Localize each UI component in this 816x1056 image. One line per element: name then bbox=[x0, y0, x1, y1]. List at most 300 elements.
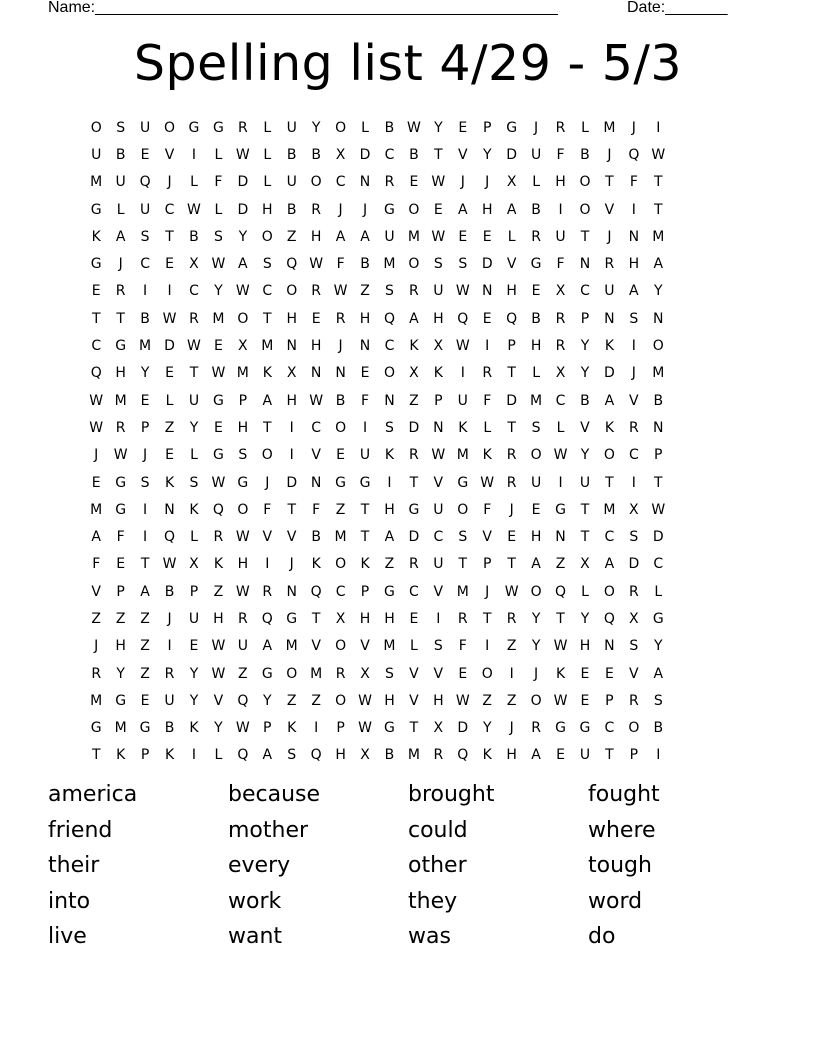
word-bank-item: tough bbox=[588, 853, 652, 878]
word-bank-item: mother bbox=[228, 817, 309, 843]
grid-letter: S bbox=[385, 419, 394, 436]
grid-letter: C bbox=[433, 529, 444, 546]
grid-letter: I bbox=[631, 474, 636, 491]
grid-letter: O bbox=[261, 447, 273, 464]
grid-letter: D bbox=[652, 529, 664, 546]
grid-letter: D bbox=[164, 338, 175, 355]
grid-letter: B bbox=[286, 146, 297, 163]
grid-letter: Q bbox=[457, 747, 469, 764]
grid-letter: P bbox=[336, 720, 345, 737]
grid-letter: I bbox=[167, 638, 172, 655]
grid-letter: F bbox=[458, 638, 467, 655]
grid-letter: O bbox=[481, 665, 493, 682]
grid-letter: Z bbox=[140, 610, 150, 627]
grid-letter: Z bbox=[140, 665, 150, 682]
grid-letter: C bbox=[140, 256, 150, 273]
grid-letter: F bbox=[556, 256, 565, 273]
grid-row bbox=[84, 223, 744, 250]
grid-letter: J bbox=[362, 201, 368, 218]
grid-letter: M bbox=[383, 256, 396, 273]
grid-letter: E bbox=[165, 256, 174, 273]
grid-letter: Q bbox=[506, 310, 518, 327]
grid-letter: A bbox=[531, 747, 541, 764]
grid-letter: R bbox=[628, 583, 639, 600]
grid-letter: I bbox=[558, 474, 563, 491]
grid-letter: J bbox=[509, 501, 514, 518]
grid-letter: A bbox=[384, 529, 395, 546]
grid-letter: W bbox=[309, 392, 324, 409]
grid-letter: O bbox=[530, 583, 542, 600]
grid-letter: L bbox=[532, 365, 540, 382]
grid-letter: I bbox=[656, 747, 661, 764]
grid-letter: L bbox=[190, 529, 198, 546]
grid-letter: U bbox=[164, 692, 175, 709]
grid-letter: V bbox=[433, 474, 444, 491]
grid-letter: T bbox=[165, 228, 174, 245]
grid-letter: K bbox=[360, 556, 370, 573]
grid-letter: N bbox=[555, 529, 566, 546]
grid-letter: R bbox=[237, 119, 248, 136]
grid-letter: Q bbox=[383, 310, 395, 327]
grid-letter: M bbox=[456, 583, 469, 600]
grid-letter: P bbox=[263, 720, 272, 737]
grid-letter: G bbox=[212, 447, 224, 464]
grid-letter: C bbox=[311, 419, 322, 436]
grid-letter: Y bbox=[189, 419, 199, 436]
grid-letter: V bbox=[629, 665, 639, 682]
grid-letter: R bbox=[91, 665, 102, 682]
grid-letter: A bbox=[457, 201, 468, 218]
grid-letter: R bbox=[555, 119, 566, 136]
grid-letter: D bbox=[408, 529, 420, 546]
grid-row bbox=[84, 360, 744, 387]
grid-letter: S bbox=[116, 119, 126, 136]
grid-letter: K bbox=[164, 747, 175, 764]
grid-letter: Q bbox=[628, 146, 640, 163]
grid-letter: V bbox=[286, 529, 297, 546]
header bbox=[48, 0, 748, 18]
grid-letter: M bbox=[456, 447, 469, 464]
grid-letter: K bbox=[164, 474, 175, 491]
grid-letter: Y bbox=[654, 638, 663, 655]
grid-letter: J bbox=[289, 556, 294, 573]
grid-letter: J bbox=[118, 256, 123, 273]
grid-row bbox=[84, 196, 744, 223]
grid-letter: V bbox=[580, 419, 590, 436]
grid-letter: D bbox=[604, 365, 615, 382]
grid-letter: C bbox=[335, 583, 346, 600]
grid-letter: Z bbox=[311, 692, 321, 709]
grid-letter: H bbox=[335, 747, 346, 764]
grid-letter: Y bbox=[214, 720, 223, 737]
grid-letter: X bbox=[629, 501, 639, 518]
word-bank-item: do bbox=[588, 924, 616, 949]
grid-letter: M bbox=[285, 638, 298, 655]
grid-letter: W bbox=[553, 692, 568, 709]
grid-letter: G bbox=[90, 256, 102, 273]
grid-letter: E bbox=[213, 338, 223, 355]
grid-letter: C bbox=[384, 338, 395, 355]
grid-letter: V bbox=[311, 638, 321, 655]
grid-letter: W bbox=[455, 338, 470, 355]
grid-letter: H bbox=[237, 556, 249, 573]
grid-letter: N bbox=[359, 174, 371, 191]
grid-letter: I bbox=[265, 556, 270, 573]
grid-letter: H bbox=[579, 638, 591, 655]
grid-letter: F bbox=[214, 174, 223, 191]
grid-letter: H bbox=[384, 610, 395, 627]
grid-letter: R bbox=[311, 283, 322, 300]
grid-letter: A bbox=[653, 256, 664, 273]
word-bank-item: work bbox=[228, 888, 282, 914]
grid-letter: X bbox=[433, 338, 444, 355]
grid-letter: Z bbox=[115, 610, 126, 627]
grid-letter: P bbox=[116, 583, 125, 600]
grid-letter: E bbox=[91, 474, 101, 491]
grid-letter: S bbox=[262, 256, 272, 273]
grid-letter: C bbox=[604, 720, 615, 737]
grid-letter: I bbox=[460, 365, 465, 382]
grid-letter: I bbox=[143, 501, 148, 518]
grid-letter: E bbox=[458, 119, 468, 136]
grid-letter: M bbox=[530, 392, 543, 409]
grid-letter: V bbox=[433, 665, 444, 682]
grid-letter: Y bbox=[116, 665, 125, 682]
grid-letter: T bbox=[458, 556, 468, 573]
grid-letter: E bbox=[482, 310, 492, 327]
grid-letter: G bbox=[555, 501, 566, 518]
grid-letter: K bbox=[458, 419, 468, 436]
grid-letter: N bbox=[359, 338, 371, 355]
grid-letter: G bbox=[506, 119, 518, 136]
grid-letter: R bbox=[555, 310, 566, 327]
grid-letter: U bbox=[188, 610, 200, 627]
grid-letter: S bbox=[287, 747, 297, 764]
grid-letter: T bbox=[116, 310, 125, 327]
grid-letter: H bbox=[384, 501, 395, 518]
grid-letter: K bbox=[116, 747, 126, 764]
grid-letter: E bbox=[409, 610, 419, 627]
grid-letter: T bbox=[287, 501, 296, 518]
grid-letter: D bbox=[506, 392, 518, 409]
grid-letter: O bbox=[261, 228, 273, 245]
grid-letter: S bbox=[629, 310, 639, 327]
word-bank-item: could bbox=[408, 817, 468, 843]
grid-letter: B bbox=[531, 201, 541, 218]
grid-letter: N bbox=[653, 419, 664, 436]
grid-letter: W bbox=[235, 146, 250, 163]
grid-letter: E bbox=[556, 747, 565, 764]
grid-letter: J bbox=[265, 474, 270, 491]
grid-letter: T bbox=[311, 610, 321, 627]
grid-letter: W bbox=[553, 447, 568, 464]
grid-letter: E bbox=[336, 447, 346, 464]
grid-letter: U bbox=[139, 201, 151, 218]
grid-letter: W bbox=[162, 310, 177, 327]
grid-letter: A bbox=[531, 556, 541, 573]
grid-letter: E bbox=[531, 283, 541, 300]
grid-letter: R bbox=[506, 474, 517, 491]
grid-letter: Z bbox=[335, 501, 346, 518]
grid-letter: U bbox=[433, 501, 444, 518]
grid-letter: E bbox=[580, 692, 590, 709]
grid-letter: B bbox=[335, 392, 346, 409]
grid-letter: M bbox=[310, 665, 323, 682]
grid-letter: M bbox=[236, 365, 249, 382]
grid-letter: I bbox=[656, 119, 661, 136]
grid-letter: W bbox=[651, 501, 666, 518]
grid-letter: T bbox=[409, 720, 419, 737]
grid-row bbox=[84, 633, 744, 660]
grid-letter: L bbox=[190, 447, 198, 464]
grid-letter: S bbox=[458, 529, 468, 546]
name-blank: ____________________________________________________ bbox=[95, 0, 558, 16]
grid-letter: R bbox=[164, 665, 175, 682]
grid-letter: R bbox=[482, 365, 493, 382]
grid-letter: T bbox=[360, 501, 370, 518]
grid-letter: Y bbox=[214, 283, 223, 300]
grid-letter: R bbox=[189, 310, 199, 327]
grid-letter: E bbox=[458, 228, 468, 245]
grid-letter: T bbox=[507, 419, 516, 436]
grid-letter: S bbox=[238, 447, 248, 464]
grid-letter: T bbox=[91, 747, 101, 764]
grid-letter: G bbox=[90, 720, 102, 737]
grid-letter: E bbox=[140, 692, 150, 709]
grid-letter: W bbox=[309, 256, 324, 273]
grid-row bbox=[84, 578, 744, 605]
grid-letter: T bbox=[409, 474, 419, 491]
grid-letter: W bbox=[235, 583, 250, 600]
grid-letter: O bbox=[628, 720, 640, 737]
grid-row bbox=[84, 660, 744, 687]
grid-letter: G bbox=[457, 474, 469, 491]
grid-letter: E bbox=[140, 146, 150, 163]
grid-letter: T bbox=[360, 529, 370, 546]
grid-row bbox=[84, 387, 744, 414]
grid-letter: V bbox=[457, 146, 468, 163]
grid-letter: R bbox=[433, 747, 444, 764]
grid-letter: W bbox=[235, 283, 250, 300]
grid-letter: M bbox=[652, 365, 665, 382]
grid-letter: W bbox=[333, 283, 348, 300]
grid-letter: E bbox=[213, 419, 223, 436]
grid-letter: H bbox=[506, 283, 517, 300]
grid-letter: J bbox=[143, 447, 148, 464]
grid-letter: S bbox=[189, 474, 199, 491]
grid-letter: R bbox=[335, 310, 346, 327]
grid-letter: V bbox=[433, 583, 444, 600]
grid-letter: K bbox=[409, 338, 419, 355]
grid-letter: X bbox=[360, 747, 370, 764]
grid-letter: P bbox=[189, 583, 199, 600]
grid-letter: Q bbox=[310, 747, 322, 764]
grid-letter: M bbox=[139, 338, 152, 355]
grid-letter: K bbox=[91, 228, 101, 245]
grid-letter: Z bbox=[482, 692, 493, 709]
grid-letter: B bbox=[580, 146, 590, 163]
grid-letter: R bbox=[213, 529, 224, 546]
grid-letter: L bbox=[410, 638, 418, 655]
grid-letter: X bbox=[189, 556, 199, 573]
word-bank-item: brought bbox=[408, 782, 495, 807]
grid-letter: F bbox=[92, 556, 101, 573]
grid-letter: L bbox=[654, 583, 663, 600]
grid-letter: E bbox=[482, 228, 492, 245]
grid-letter: M bbox=[90, 692, 103, 709]
grid-row bbox=[84, 551, 744, 578]
grid-letter: R bbox=[409, 447, 419, 464]
grid-letter: M bbox=[114, 720, 127, 737]
grid-letter: A bbox=[115, 228, 126, 245]
grid-letter: V bbox=[604, 201, 615, 218]
grid-letter: C bbox=[91, 338, 102, 355]
grid-letter: O bbox=[383, 365, 395, 382]
grid-letter: N bbox=[604, 310, 615, 327]
grid-letter: R bbox=[555, 338, 566, 355]
grid-letter: S bbox=[140, 228, 150, 245]
grid-letter: H bbox=[433, 310, 444, 327]
grid-letter: Z bbox=[555, 556, 566, 573]
grid-letter: F bbox=[483, 392, 492, 409]
grid-letter: B bbox=[531, 310, 541, 327]
grid-letter: L bbox=[483, 419, 492, 436]
grid-letter: T bbox=[605, 747, 614, 764]
grid-row bbox=[84, 605, 744, 632]
grid-letter: R bbox=[115, 283, 126, 300]
grid-letter: F bbox=[556, 146, 565, 163]
grid-letter: O bbox=[603, 447, 615, 464]
word-bank-item: word bbox=[588, 888, 643, 914]
grid-letter: B bbox=[384, 747, 395, 764]
grid-letter: O bbox=[408, 256, 420, 273]
grid-letter: G bbox=[384, 720, 395, 737]
grid-letter: G bbox=[408, 501, 420, 518]
grid-letter: I bbox=[143, 529, 148, 546]
grid-letter: R bbox=[628, 419, 639, 436]
grid-letter: L bbox=[165, 392, 174, 409]
grid-letter: S bbox=[433, 638, 443, 655]
grid-letter: T bbox=[580, 501, 590, 518]
grid-letter: H bbox=[115, 638, 126, 655]
grid-letter: H bbox=[286, 310, 297, 327]
grid-letter: B bbox=[653, 720, 664, 737]
grid-letter: A bbox=[262, 747, 273, 764]
grid-letter: G bbox=[335, 474, 347, 491]
grid-row bbox=[84, 523, 744, 550]
grid-letter: Z bbox=[164, 419, 175, 436]
grid-letter: G bbox=[90, 201, 102, 218]
grid-row bbox=[84, 414, 744, 441]
grid-letter: V bbox=[409, 665, 419, 682]
grid-letter: Q bbox=[286, 256, 298, 273]
grid-letter: T bbox=[605, 174, 614, 191]
grid-letter: Y bbox=[580, 610, 590, 627]
grid-letter: H bbox=[555, 174, 566, 191]
grid-letter: B bbox=[286, 201, 297, 218]
grid-letter: Q bbox=[555, 583, 567, 600]
grid-letter: F bbox=[361, 392, 370, 409]
grid-letter: I bbox=[191, 146, 197, 163]
grid-letter: O bbox=[335, 692, 347, 709]
grid-letter: P bbox=[482, 119, 492, 136]
grid-letter: Q bbox=[164, 529, 176, 546]
grid-row bbox=[84, 496, 744, 523]
grid-letter: I bbox=[289, 419, 294, 436]
grid-letter: E bbox=[507, 529, 517, 546]
grid-letter: G bbox=[139, 720, 151, 737]
grid-letter: H bbox=[286, 392, 297, 409]
grid-letter: G bbox=[286, 610, 298, 627]
grid-row bbox=[84, 742, 744, 769]
date-blank: _______ bbox=[665, 0, 728, 16]
grid-letter: O bbox=[286, 665, 298, 682]
grid-letter: V bbox=[213, 692, 224, 709]
grid-letter: X bbox=[360, 665, 370, 682]
grid-letter: Y bbox=[311, 119, 321, 136]
grid-letter: D bbox=[237, 201, 249, 218]
grid-letter: I bbox=[362, 419, 368, 436]
grid-letter: Y bbox=[654, 283, 663, 300]
grid-letter: L bbox=[116, 201, 125, 218]
grid-row bbox=[84, 715, 744, 742]
grid-letter: D bbox=[457, 720, 469, 737]
grid-letter: Y bbox=[482, 720, 492, 737]
word-bank-item: fought bbox=[588, 782, 660, 807]
grid-letter: X bbox=[555, 283, 566, 300]
grid-letter: L bbox=[507, 228, 516, 245]
grid-letter: K bbox=[311, 556, 321, 573]
grid-letter: O bbox=[579, 201, 591, 218]
grid-letter: W bbox=[89, 392, 104, 409]
grid-letter: T bbox=[580, 529, 590, 546]
grid-letter: D bbox=[359, 146, 371, 163]
grid-letter: K bbox=[555, 665, 566, 682]
grid-letter: H bbox=[359, 310, 371, 327]
grid-letter: J bbox=[485, 174, 490, 191]
grid-letter: Q bbox=[139, 174, 151, 191]
grid-letter: E bbox=[189, 638, 199, 655]
grid-letter: S bbox=[385, 665, 394, 682]
grid-letter: W bbox=[187, 201, 201, 218]
grid-letter: B bbox=[360, 256, 370, 273]
grid-letter: N bbox=[481, 283, 493, 300]
grid-letter: H bbox=[237, 419, 249, 436]
grid-letter: G bbox=[261, 665, 273, 682]
grid-letter: B bbox=[164, 583, 175, 600]
grid-letter: T bbox=[263, 419, 272, 436]
grid-letter: H bbox=[628, 256, 640, 273]
grid-letter: H bbox=[481, 201, 493, 218]
grid-letter: E bbox=[165, 365, 174, 382]
grid-letter: J bbox=[94, 638, 99, 655]
grid-letter: C bbox=[653, 556, 664, 573]
grid-letter: B bbox=[164, 720, 175, 737]
grid-letter: G bbox=[530, 256, 542, 273]
grid-letter: C bbox=[189, 283, 199, 300]
grid-letter: E bbox=[580, 665, 590, 682]
grid-letter: J bbox=[167, 610, 172, 627]
grid-letter: Z bbox=[213, 583, 224, 600]
grid-letter: L bbox=[214, 146, 223, 163]
grid-letter: I bbox=[485, 338, 490, 355]
grid-letter: T bbox=[605, 474, 614, 491]
grid-letter: E bbox=[604, 665, 614, 682]
grid-letter: I bbox=[289, 447, 294, 464]
grid-letter: P bbox=[482, 556, 492, 573]
grid-letter: D bbox=[481, 256, 493, 273]
date-field bbox=[627, 0, 728, 18]
